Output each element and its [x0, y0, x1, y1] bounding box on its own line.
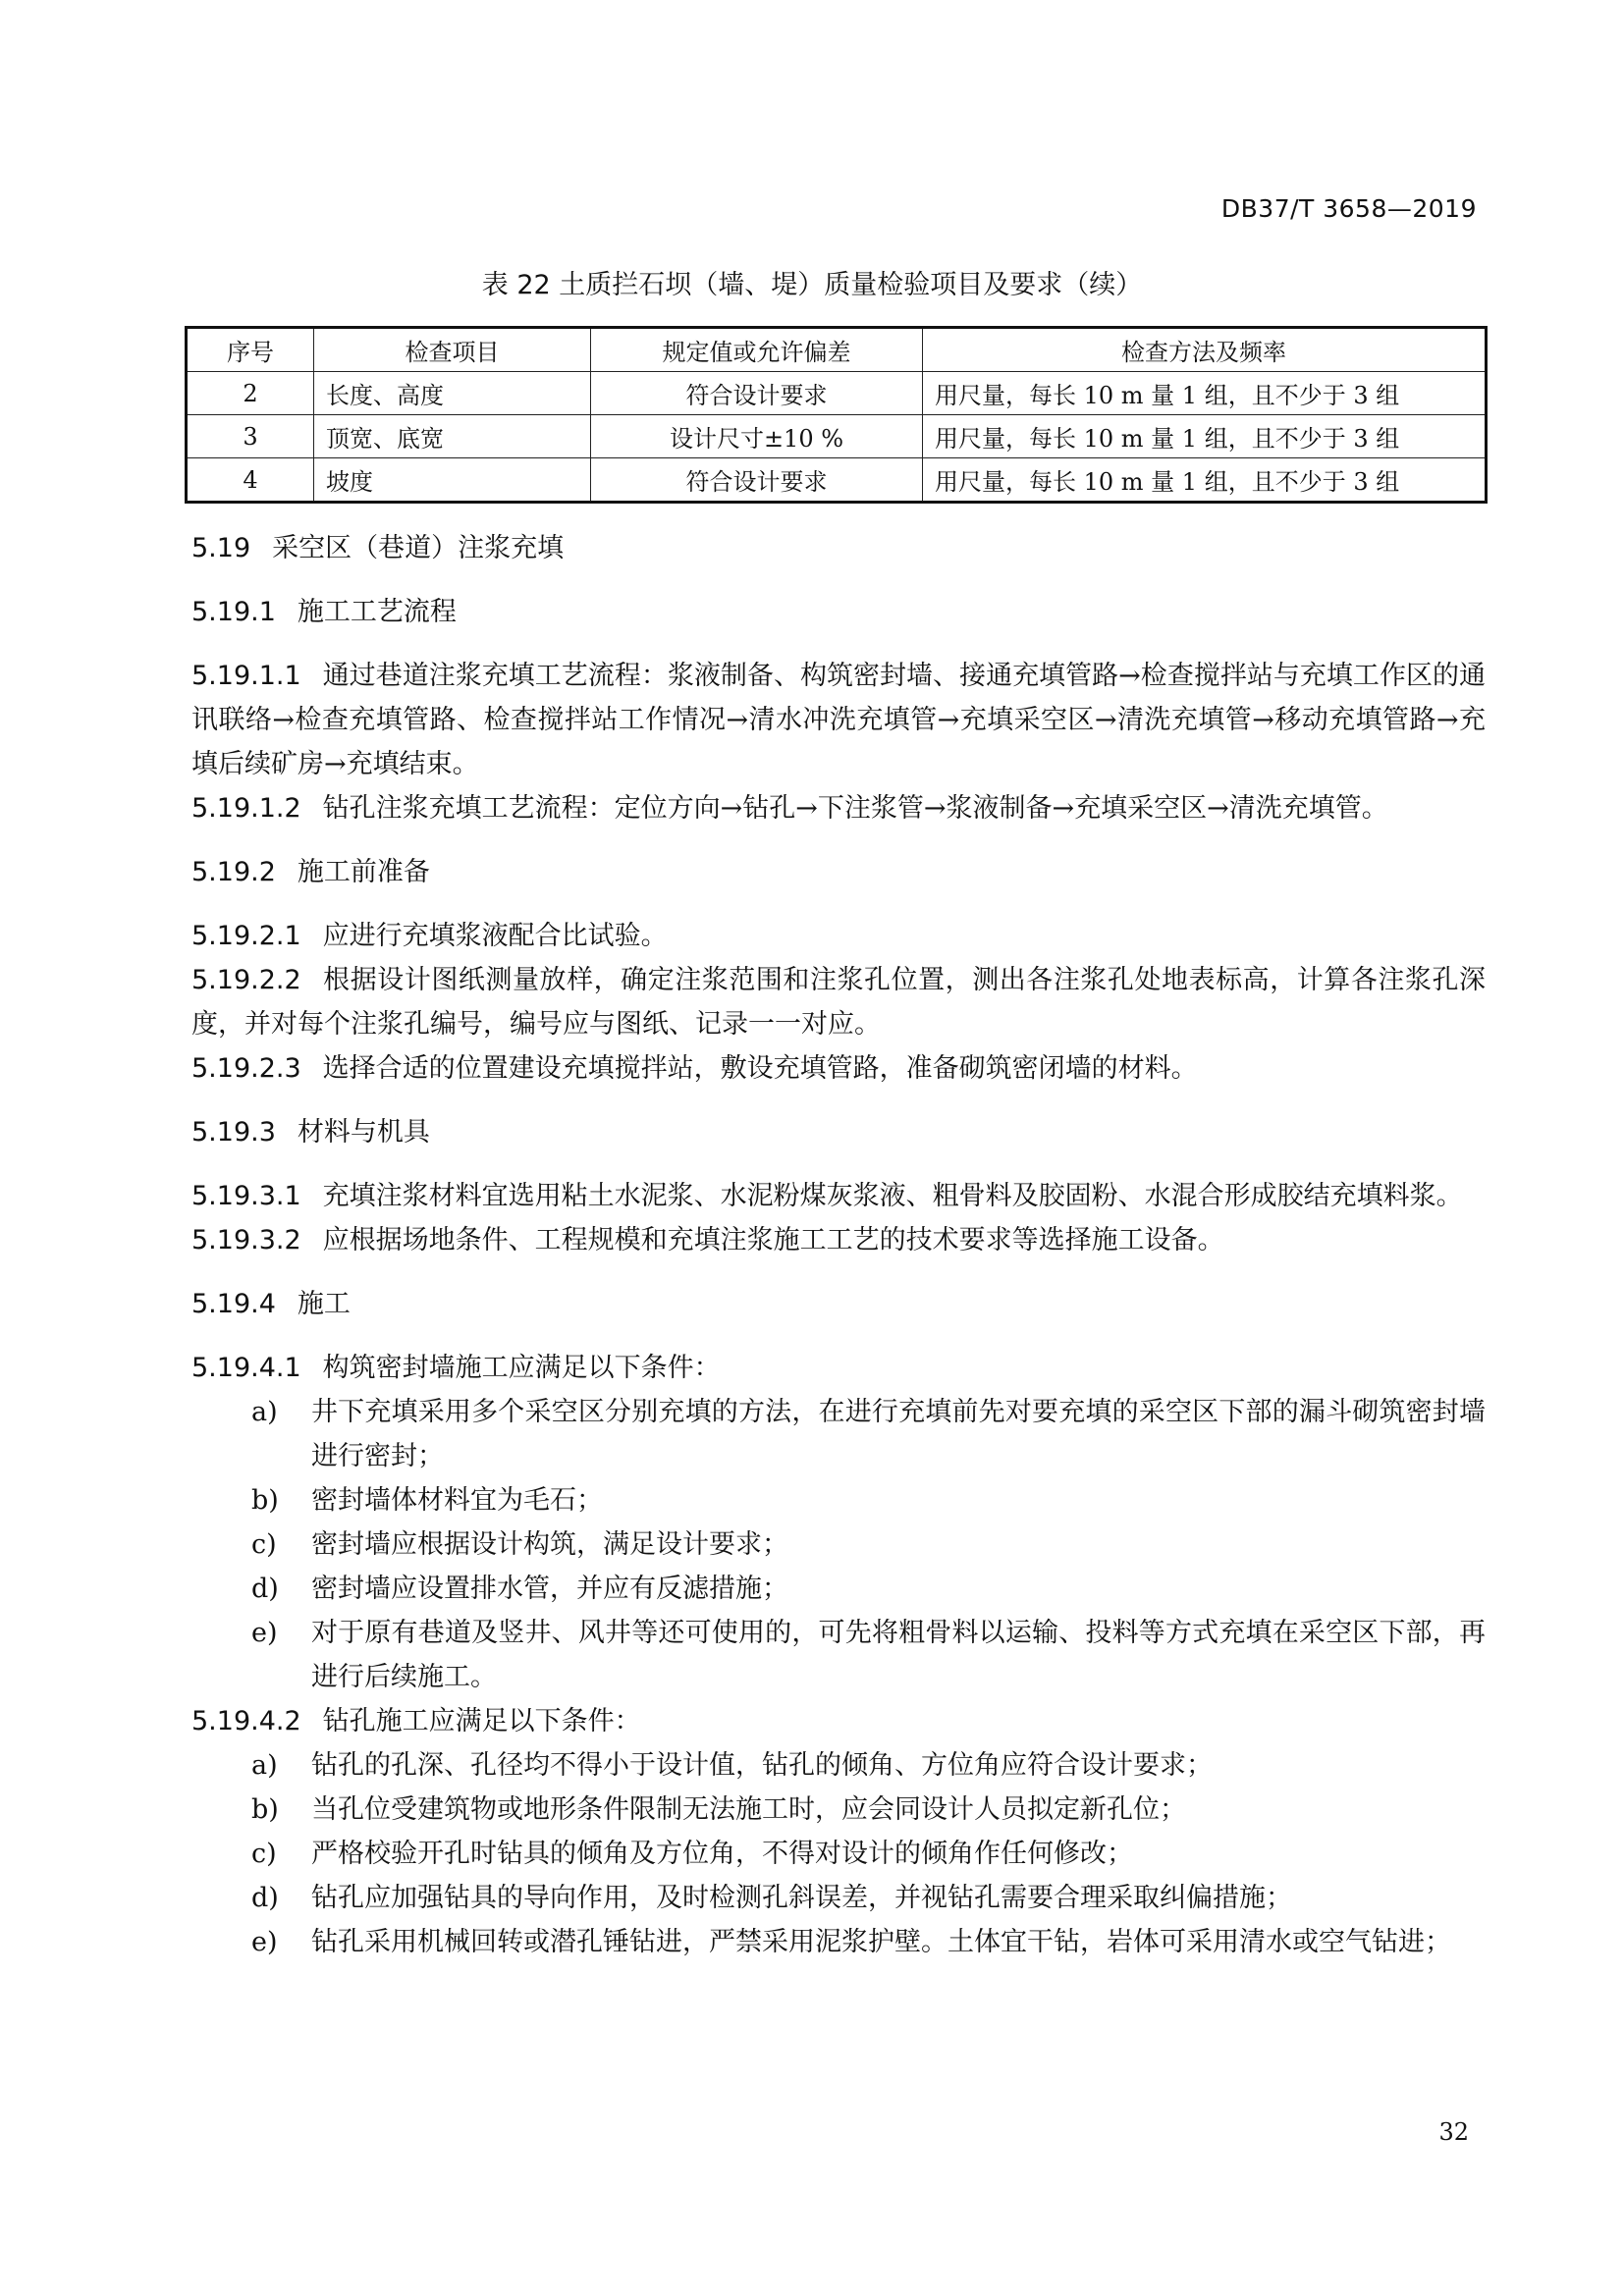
list-marker: d)	[251, 1574, 279, 1604]
table-cell: 长度、高度	[314, 372, 591, 415]
list-item	[191, 1788, 1486, 1832]
section-title: 采空区（巷道）注浆充填	[272, 533, 565, 563]
list-marker: b)	[251, 1794, 279, 1825]
list-item-text: 密封墙应设置排水管，并应有反滤措施；	[311, 1574, 788, 1604]
list-marker: a)	[251, 1397, 278, 1427]
table-cell: 顶宽、底宽	[314, 415, 591, 458]
list-marker: c)	[251, 1529, 277, 1560]
body-content	[191, 526, 1486, 1964]
clause-paragraph	[191, 1699, 1486, 1743]
table-cell: 用尺量，每长 10 m 量 1 组，且不少于 3 组	[923, 372, 1487, 415]
column-header: 检查方法及频率	[923, 328, 1487, 372]
section-number: 5.19.3	[191, 1117, 276, 1148]
clause-number: 5.19.3.1	[191, 1181, 301, 1211]
clause-paragraph	[191, 914, 1486, 958]
clause-text: 应根据场地条件、工程规模和充填注浆施工工艺的技术要求等选择施工设备。	[322, 1225, 1224, 1255]
section-title: 施工	[297, 1289, 351, 1319]
table-cell: 2	[187, 372, 314, 415]
clause-paragraph	[191, 958, 1486, 1046]
list-marker: d)	[251, 1883, 279, 1913]
table-row	[187, 372, 1487, 415]
section-number: 5.19.2	[191, 857, 276, 887]
clause-number: 5.19.1.1	[191, 661, 301, 691]
table-cell: 设计尺寸±10 %	[591, 415, 923, 458]
subsection-heading	[191, 590, 1486, 634]
table-title: 表 22 土质拦石坝（墙、堤）质量检验项目及要求（续）	[481, 270, 1143, 300]
clause-number: 5.19.4.1	[191, 1353, 301, 1383]
section-title: 施工工艺流程	[297, 597, 457, 627]
list-item	[191, 1478, 1486, 1522]
list-marker: a)	[251, 1750, 278, 1781]
list-item	[191, 1832, 1486, 1876]
section-number: 5.19.1	[191, 597, 276, 627]
column-header: 检查项目	[314, 328, 591, 372]
clause-text: 构筑密封墙施工应满足以下条件：	[322, 1353, 721, 1383]
table-row	[187, 458, 1487, 503]
clause-paragraph	[191, 1218, 1486, 1262]
clause-text: 选择合适的位置建设充填搅拌站，敷设充填管路，准备砌筑密闭墙的材料。	[322, 1053, 1198, 1084]
list-item	[191, 1567, 1486, 1611]
clause-number: 5.19.3.2	[191, 1225, 301, 1255]
table-cell: 符合设计要求	[591, 372, 923, 415]
clause-paragraph	[191, 786, 1486, 830]
list-item	[191, 1876, 1486, 1920]
subsection-heading	[191, 1110, 1486, 1154]
clause-number: 5.19.2.2	[191, 965, 301, 995]
clause-paragraph	[191, 1046, 1486, 1091]
table-cell: 符合设计要求	[591, 458, 923, 503]
list-item	[191, 1522, 1486, 1567]
list-item-text: 井下充填采用多个采空区分别充填的方法，在进行充填前先对要充填的采空区下部的漏斗砌筑密封墙进行密封；	[311, 1397, 1486, 1471]
clause-paragraph	[191, 1346, 1486, 1390]
list-item-text: 严格校验开孔时钻具的倾角及方位角，不得对设计的倾角作任何修改；	[311, 1839, 1133, 1869]
list-marker: e)	[251, 1927, 278, 1957]
table-cell: 用尺量，每长 10 m 量 1 组，且不少于 3 组	[923, 458, 1487, 503]
table-cell: 4	[187, 458, 314, 503]
section-number: 5.19.4	[191, 1289, 276, 1319]
section-title: 施工前准备	[297, 857, 430, 887]
list-item-text: 当孔位受建筑物或地形条件限制无法施工时，应会同设计人员拟定新孔位；	[311, 1794, 1186, 1825]
quality-inspection-table	[185, 326, 1488, 504]
clause-number: 5.19.4.2	[191, 1706, 301, 1736]
page-number: 32	[1438, 2118, 1469, 2146]
list-marker: c)	[251, 1839, 277, 1869]
list-marker: e)	[251, 1618, 278, 1648]
column-header: 规定值或允许偏差	[591, 328, 923, 372]
clause-text: 钻孔施工应满足以下条件：	[322, 1706, 641, 1736]
clause-number: 5.19.1.2	[191, 793, 301, 824]
list-item-text: 钻孔应加强钻具的导向作用，及时检测孔斜误差，并视钻孔需要合理采取纠偏措施；	[311, 1883, 1292, 1913]
list-marker: b)	[251, 1485, 279, 1516]
section-title: 材料与机具	[297, 1117, 430, 1148]
list-item	[191, 1920, 1486, 1964]
section-number: 5.19	[191, 533, 251, 563]
clause-paragraph	[191, 1174, 1486, 1218]
list-item-text: 钻孔的孔深、孔径均不得小于设计值，钻孔的倾角、方位角应符合设计要求；	[311, 1750, 1213, 1781]
clause-number: 5.19.2.3	[191, 1053, 301, 1084]
clause-text: 充填注浆材料宜选用粘土水泥浆、水泥粉煤灰浆液、粗骨料及胶固粉、水混合形成胶结充填料浆。	[322, 1181, 1463, 1211]
list-item-text: 对于原有巷道及竖井、风井等还可使用的，可先将粗骨料以运输、投料等方式充填在采空区下部，再进行后续施工。	[311, 1618, 1486, 1692]
subsection-heading	[191, 850, 1486, 894]
standard-code: DB37/T 3658—2019	[1220, 194, 1477, 223]
clause-text: 通过巷道注浆充填工艺流程：浆液制备、构筑密封墙、接通充填管路→检查搅拌站与充填工作区的通讯联络→检查充填管路、检查搅拌站工作情况→清水冲洗充填管→充填采空区→清洗充填管→移动充填管路→充填后续矿房→充填结束。	[191, 661, 1486, 779]
section-heading	[191, 526, 1486, 570]
list-item-text: 钻孔采用机械回转或潜孔锤钻进，严禁采用泥浆护壁。土体宜干钻，岩体可采用清水或空气钻进；	[311, 1927, 1451, 1957]
table-header-row	[187, 328, 1487, 372]
clause-text: 根据设计图纸测量放样，确定注浆范围和注浆孔位置，测出各注浆孔处地表标高，计算各注浆孔深度，并对每个注浆孔编号，编号应与图纸、记录一一对应。	[191, 965, 1486, 1040]
table-cell: 用尺量，每长 10 m 量 1 组，且不少于 3 组	[923, 415, 1487, 458]
clause-number: 5.19.2.1	[191, 921, 301, 951]
list-item	[191, 1611, 1486, 1699]
list-item-text: 密封墙体材料宜为毛石；	[311, 1485, 603, 1516]
column-header: 序号	[187, 328, 314, 372]
table-row	[187, 415, 1487, 458]
clause-text: 钻孔注浆充填工艺流程：定位方向→钻孔→下注浆管→浆液制备→充填采空区→清洗充填管。	[322, 793, 1388, 824]
subsection-heading	[191, 1282, 1486, 1326]
table-cell: 3	[187, 415, 314, 458]
clause-text: 应进行充填浆液配合比试验。	[322, 921, 668, 951]
list-item	[191, 1743, 1486, 1788]
table-cell: 坡度	[314, 458, 591, 503]
clause-paragraph	[191, 654, 1486, 786]
list-item	[191, 1390, 1486, 1478]
list-item-text: 密封墙应根据设计构筑，满足设计要求；	[311, 1529, 788, 1560]
